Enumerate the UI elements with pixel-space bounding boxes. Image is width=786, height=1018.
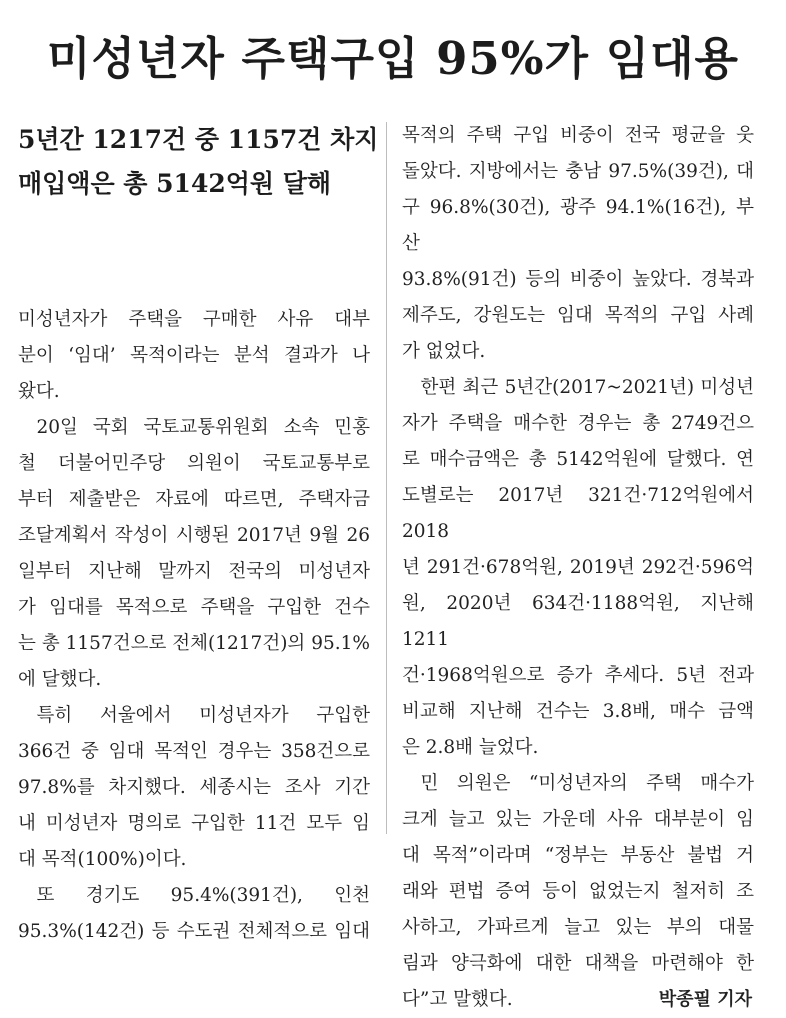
- article-text-line: 왔다.: [18, 381, 60, 402]
- article-text-line: 원, 2020년 634건·1188억원, 지난해 1211: [402, 593, 754, 650]
- article-text-line: 에 달했다.: [18, 669, 102, 690]
- article-text-line: 366건 중 임대 목적인 경우는 358건으로: [18, 741, 370, 762]
- article-text-line: 95.3%(142건) 등 수도권 전체적으로 임대: [18, 921, 370, 942]
- article-headline: 미성년자 주택구입 95%가 임대용: [46, 32, 740, 85]
- article-text-line: 부터 제출받은 자료에 따르면, 주택자금: [18, 489, 370, 510]
- article-text-line: 대 목적(100%)이다.: [18, 849, 187, 870]
- article-text-line: 구 96.8%(30건), 광주 94.1%(16건), 부산: [402, 197, 754, 254]
- article-text-line: 특히 서울에서 미성년자가 구입한: [36, 705, 370, 726]
- left-column-body: [18, 302, 370, 950]
- article-text-line: 다”고 말했다. 박종필 기자: [402, 982, 754, 1018]
- article-text-line: 건·1968억원으로 증가 추세다. 5년 전과: [402, 665, 754, 686]
- article-text-line: 제주도, 강원도는 임대 목적의 구입 사례: [402, 305, 754, 326]
- article-text-line: 일부터 지난해 말까지 전국의 미성년자: [18, 561, 370, 582]
- column-divider: [386, 122, 387, 834]
- article-text-line: 년 291건·678억원, 2019년 292건·596억: [402, 557, 754, 578]
- article-text-line: 목적의 주택 구입 비중이 전국 평균을 웃: [402, 125, 754, 146]
- right-column-body: [402, 118, 754, 1018]
- article-text-line: 민 의원은 “미성년자의 주택 매수가: [420, 773, 754, 794]
- subheadline-line-1: 5년간 1217건 중 1157건 차지: [18, 125, 379, 154]
- article-text-line: 철 더불어민주당 의원이 국토교통부로: [18, 453, 370, 474]
- article-text-line: 사하고, 가파르게 늘고 있는 부의 대물: [402, 917, 754, 938]
- author-byline: 박종필 기자: [658, 989, 752, 1010]
- article-text-line: 가 없었다.: [402, 341, 486, 362]
- article-text-line: 97.8%를 차지했다. 세종시는 조사 기간: [18, 777, 370, 798]
- article-text-line: 가 임대를 목적으로 주택을 구입한 건수: [18, 597, 370, 618]
- article-text-line: 내 미성년자 명의로 구입한 11건 모두 임: [18, 813, 370, 834]
- article-text-line: 림과 양극화에 대한 대책을 마련해야 한: [402, 953, 754, 974]
- article-text-line: 돌았다. 지방에서는 충남 97.5%(39건), 대: [402, 161, 754, 182]
- article-text-line: 로 매수금액은 총 5142억원에 달했다. 연: [402, 449, 754, 470]
- article-text-line: 는 총 1157건으로 전체(1217건)의 95.1%: [18, 633, 370, 654]
- article-text-line: 20일 국회 국토교통위원회 소속 민홍: [36, 417, 370, 438]
- article-text-line: 또 경기도 95.4%(391건), 인천: [36, 885, 370, 906]
- article-text-line: 래와 편법 증여 등이 없었는지 철저히 조: [402, 881, 754, 902]
- right-column: [402, 118, 754, 1018]
- article-subheadline: [18, 118, 379, 206]
- article-text-line: 분이 ‘임대’ 목적이라는 분석 결과가 나: [18, 345, 370, 366]
- subheadline-line-2: 매입액은 총 5142억원 달해: [18, 169, 332, 198]
- article-text-line: 미성년자가 주택을 구매한 사유 대부: [18, 309, 370, 330]
- article-text-line: 비교해 지난해 건수는 3.8배, 매수 금액: [402, 701, 754, 722]
- article-text-line: 조달계획서 작성이 시행된 2017년 9월 26: [18, 525, 370, 546]
- article-text-line: 자가 주택을 매수한 경우는 총 2749건으: [402, 413, 754, 434]
- article-text-line: 은 2.8배 늘었다.: [402, 737, 539, 758]
- left-column: [18, 118, 379, 950]
- article-text-line: 대 목적”이라며 “정부는 부동산 불법 거: [402, 845, 754, 866]
- article-text-line: 도별로는 2017년 321건·712억원에서 2018: [402, 485, 754, 542]
- article-text-line: 한편 최근 5년간(2017~2021년) 미성년: [420, 377, 754, 398]
- article-text-line: 크게 늘고 있는 가운데 사유 대부분이 임: [402, 809, 754, 830]
- article-text-line: 93.8%(91건) 등의 비중이 높았다. 경북과: [402, 269, 754, 290]
